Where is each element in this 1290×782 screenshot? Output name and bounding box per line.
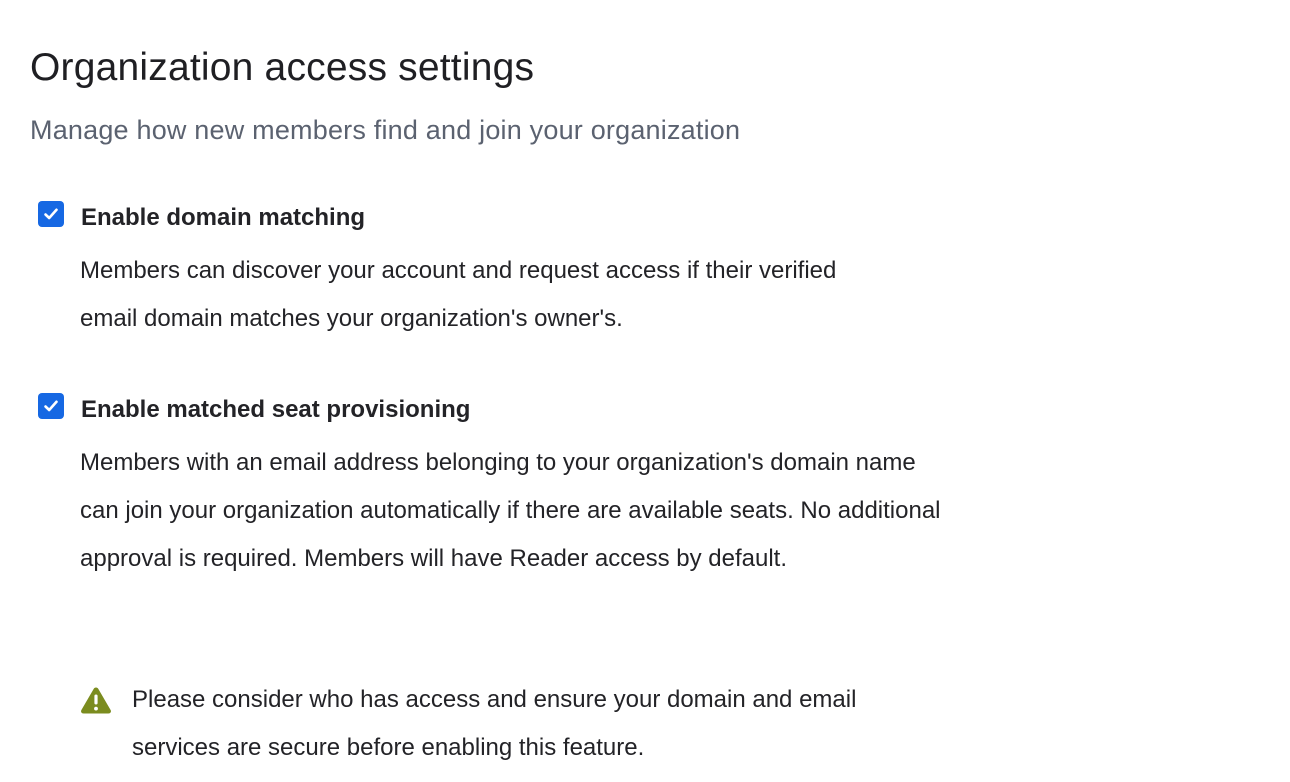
settings-page bbox=[30, 40, 1250, 761]
domain-matching-label[interactable]: Enable domain matching bbox=[81, 204, 366, 231]
checkmark-icon bbox=[42, 205, 60, 223]
domain-matching-description: Members can discover your account and request access if their verified email domain matches your organization's owner's. bbox=[80, 257, 837, 332]
seat-provisioning-checkbox[interactable] bbox=[38, 393, 64, 419]
page-title: Organization access settings bbox=[30, 46, 535, 89]
seat-provisioning-label[interactable]: Enable matched seat provisioning bbox=[81, 396, 471, 423]
seat-provisioning-description: Members with an email address belonging to your organization's domain name can join your organization automatically if there are available seats. No additional approval is required. Members will have Reader access by default. bbox=[80, 449, 941, 572]
domain-matching-checkbox[interactable] bbox=[38, 201, 64, 227]
warning-triangle-icon bbox=[80, 686, 112, 714]
checkmark-icon bbox=[42, 397, 60, 415]
warning-text: Please consider who has access and ensure your domain and email services are secure before enabling this feature. bbox=[132, 686, 857, 761]
page-subtitle: Manage how new members find and join your organization bbox=[30, 115, 741, 145]
